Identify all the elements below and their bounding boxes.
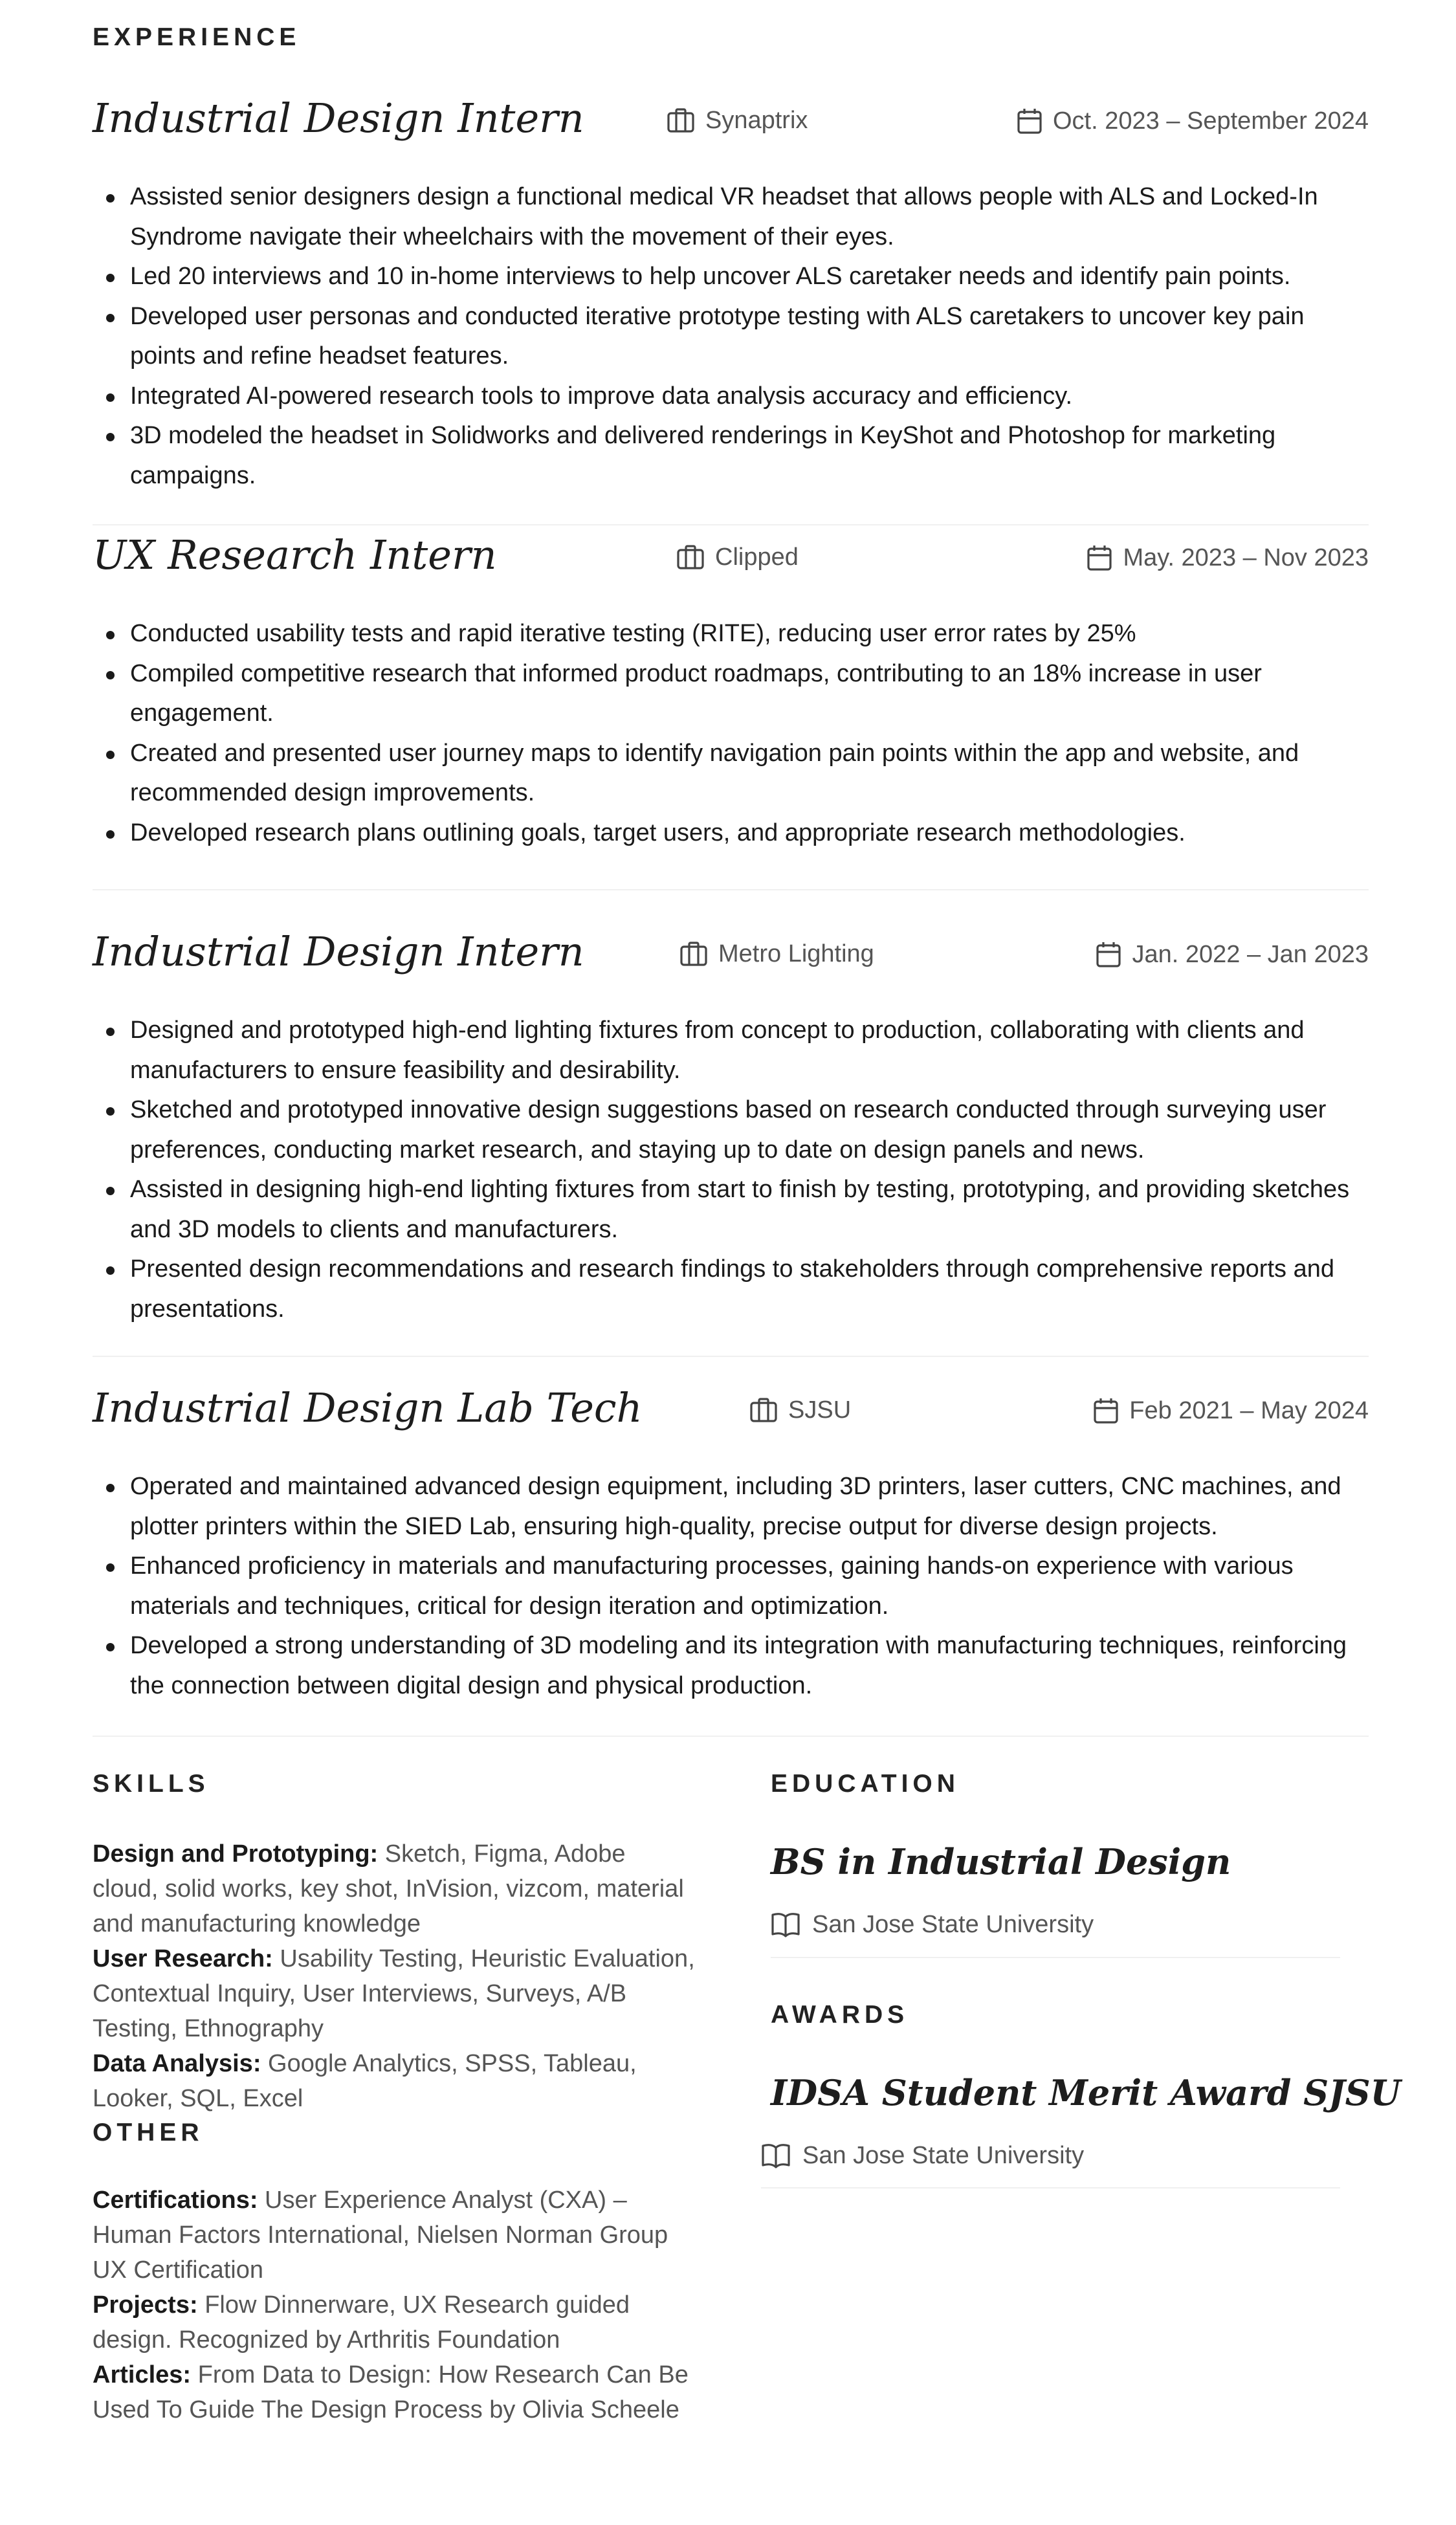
job-title: Industrial Design Intern (93, 94, 584, 142)
divider (93, 1356, 1369, 1357)
briefcase-icon (679, 941, 708, 967)
company-name: Synaptrix (705, 107, 808, 134)
list-item: Operated and maintained advanced design equipment, including 3D printers, laser cutters, CNC machines, and plotter printers within the SIED Lab, ensuring high-quality, precise output for diverse design projects. (130, 1467, 1369, 1547)
other-list (93, 2183, 698, 2427)
job-bullet-list (93, 177, 1369, 496)
education-heading: EDUCATION (771, 1770, 960, 1798)
briefcase-icon (667, 107, 695, 133)
list-item: Sketched and prototyped innovative design suggestions based on research conducted through surveying user preferences, conducting market research, and staying up to date on design panels and news. (130, 1090, 1369, 1170)
other-item (93, 2288, 698, 2357)
school-name: San Jose State University (802, 2142, 1085, 2169)
company-name: Metro Lighting (718, 940, 874, 967)
job-company (667, 107, 808, 133)
other-item (93, 2183, 698, 2288)
skill-label: User Research: (93, 1945, 273, 1972)
list-item: Led 20 interviews and 10 in-home interviews to help uncover ALS caretaker needs and identify pain points. (130, 257, 1369, 297)
briefcase-icon (749, 1397, 778, 1423)
briefcase-icon (676, 544, 705, 570)
list-item: Enhanced proficiency in materials and manufacturing processes, gaining hands-on experience with various materials and techniques, critical for design iteration and optimization. (130, 1547, 1369, 1626)
date-range: Feb 2021 – May 2024 (1129, 1397, 1369, 1424)
list-item: 3D modeled the headset in Solidworks and delivered renderings in KeyShot and Photoshop for marketing campaigns. (130, 416, 1369, 496)
list-item: Assisted senior designers design a functional medical VR headset that allows people with ALS and Locked-In Syndrome navigate their wheelchairs with the movement of their eyes. (130, 177, 1369, 257)
date-range: Oct. 2023 – September 2024 (1053, 107, 1369, 135)
skill-text: Google Analytics, SPSS, Tableau, Looker, SQL, Excel (93, 2050, 637, 2112)
school-name: San Jose State University (812, 1911, 1094, 1938)
open-book-icon (761, 2143, 791, 2168)
job-dates (1093, 1397, 1369, 1424)
job-bullet-list (93, 1467, 1369, 1706)
job-dates (1017, 107, 1369, 135)
other-label: Articles: (93, 2361, 192, 2388)
job-title: Industrial Design Lab Tech (93, 1384, 643, 1431)
job-dates (1086, 544, 1369, 571)
divider (93, 1736, 1369, 1737)
job-title: UX Research Intern (93, 531, 497, 579)
other-text: User Experience Analyst (CXA) – Human Factors International, Nielsen Norman Group UX Certification (93, 2187, 668, 2284)
other-heading: OTHER (93, 2119, 204, 2146)
award-school (761, 2143, 1084, 2168)
divider (771, 1957, 1340, 1958)
other-label: Projects: (93, 2291, 198, 2319)
calendar-icon (1017, 107, 1042, 135)
other-item (93, 2357, 698, 2427)
calendar-icon (1086, 544, 1112, 571)
job-company (679, 941, 874, 967)
list-item: Developed a strong understanding of 3D modeling and its integration with manufacturing techniques, reinforcing the connection between digital design and physical production. (130, 1626, 1369, 1706)
list-item: Integrated AI-powered research tools to improve data analysis accuracy and efficiency. (130, 377, 1369, 417)
experience-heading: EXPERIENCE (93, 23, 301, 51)
awards-heading: AWARDS (771, 2001, 909, 2029)
education-school (771, 1912, 1094, 1937)
award-title: IDSA Student Merit Award SJSU (771, 2072, 1401, 2113)
skill-item (93, 1836, 698, 1941)
date-range: May. 2023 – Nov 2023 (1123, 544, 1369, 571)
job-dates (1096, 941, 1369, 968)
other-text: From Data to Design: How Research Can Be Used To Guide The Design Process by Olivia Scheele (93, 2361, 689, 2423)
list-item: Compiled competitive research that informed product roadmaps, contributing to an 18% increase in user engagement. (130, 654, 1369, 734)
list-item: Conducted usability tests and rapid iterative testing (RITE), reducing user error rates by 25% (130, 614, 1369, 654)
job-company (676, 544, 799, 570)
job-title: Industrial Design Intern (93, 928, 584, 975)
company-name: Clipped (715, 544, 799, 571)
calendar-icon (1096, 941, 1121, 968)
list-item: Assisted in designing high-end lighting fixtures from start to finish by testing, prototyping, and providing sketches and 3D models to clients and manufacturers. (130, 1170, 1369, 1250)
calendar-icon (1093, 1397, 1119, 1424)
divider (93, 524, 1369, 525)
divider (93, 889, 1369, 890)
skill-label: Design and Prototyping: (93, 1840, 379, 1868)
list-item: Presented design recommendations and research findings to stakeholders through comprehensive reports and presentations. (130, 1250, 1369, 1329)
skill-label: Data Analysis: (93, 2050, 261, 2077)
skills-list (93, 1836, 698, 2116)
list-item: Developed user personas and conducted iterative prototype testing with ALS caretakers to uncover key pain points and refine headset features. (130, 297, 1369, 377)
job-company (749, 1397, 851, 1423)
divider (761, 2187, 1340, 2189)
date-range: Jan. 2022 – Jan 2023 (1132, 941, 1369, 968)
list-item: Created and presented user journey maps to identify navigation pain points within the app and website, and recommended design improvements. (130, 734, 1369, 813)
job-bullet-list (93, 1011, 1369, 1329)
list-item: Developed research plans outlining goals, target users, and appropriate research methodologies. (130, 813, 1369, 854)
open-book-icon (771, 1912, 800, 1937)
skill-item (93, 1941, 698, 2046)
skill-item (93, 2046, 698, 2116)
list-item: Designed and prototyped high-end lighting fixtures from concept to production, collaborating with clients and manufacturers to ensure feasibility and desirability. (130, 1011, 1369, 1090)
other-label: Certifications: (93, 2187, 258, 2214)
skills-heading: SKILLS (93, 1770, 210, 1798)
job-bullet-list (93, 614, 1369, 853)
other-text: Flow Dinnerware, UX Research guided design. Recognized by Arthritis Foundation (93, 2291, 630, 2354)
skill-text: Sketch, Figma, Adobe cloud, solid works, key shot, InVision, vizcom, material and manufacturing knowledge (93, 1840, 684, 1937)
skill-text: Usability Testing, Heuristic Evaluation, Contextual Inquiry, User Interviews, Surveys, A/B Testing, Ethnography (93, 1945, 695, 2042)
company-name: SJSU (788, 1396, 852, 1424)
degree-title: BS in Industrial Design (771, 1841, 1231, 1882)
